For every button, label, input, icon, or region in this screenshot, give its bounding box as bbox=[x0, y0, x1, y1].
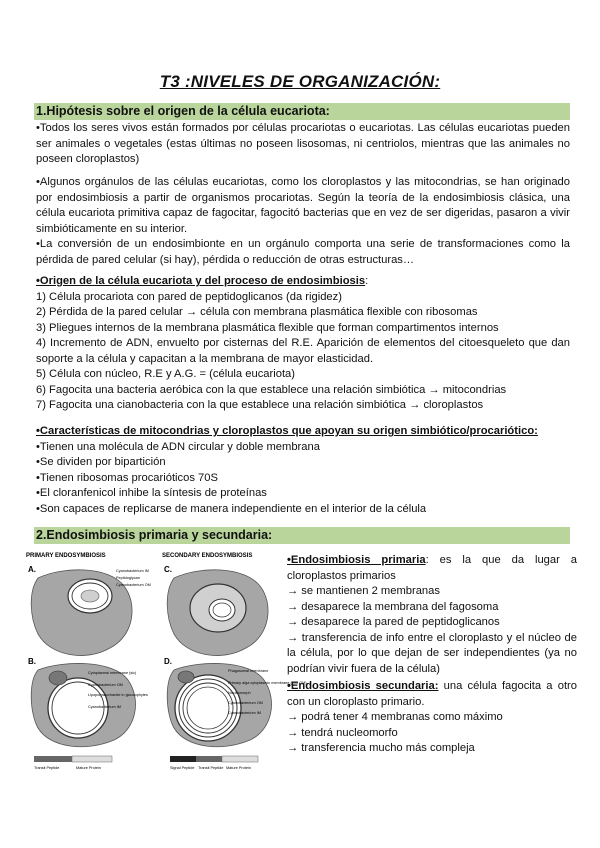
panel-d-label-text: Cyanobacterium IM bbox=[228, 711, 261, 715]
origin-step: 5) Célula con núcleo, R.E y A.G. = (célula eucariota) bbox=[36, 368, 295, 380]
primary-point: → desaparece la pared de peptidoglicanos bbox=[287, 616, 500, 628]
panel-a-label-text: Cyanobacterium IM bbox=[116, 569, 149, 573]
panel-d-label: D. bbox=[164, 657, 172, 666]
origin-step: 3) Pliegues internos de la membrana plasmática flexible que forman compartimentos internos bbox=[36, 321, 499, 334]
panel-d-label-text: Cyanobacterium OM bbox=[228, 701, 263, 705]
endosymbiosis-description bbox=[287, 553, 577, 757]
paragraph-2: •Algunos orgánulos de las células eucariotas, como los cloroplastos y las mitocondrias, se han originado por endosimbiosis a partir de organismos procariotas. Según la teoría de la endosimbiosis clásica, una célula eucariota primitiva capaz de fagocitar, fagocitó bacterias que en vez de ser digeridas, pasaron a vivir simbióticamente en su interior. bbox=[36, 176, 570, 235]
panel-d-mature-protein-bar bbox=[222, 756, 258, 762]
panel-b-label-text: Cytoplasmal membrane (sic) bbox=[88, 671, 137, 675]
panel-a-label: A. bbox=[28, 565, 36, 574]
secondary-point: → transferencia mucho más compleja bbox=[287, 742, 475, 754]
feature-item: •El cloranfenicol inhibe la síntesis de proteínas bbox=[36, 487, 267, 499]
secondary-point: → podrá tener 4 membranas como máximo bbox=[287, 711, 503, 723]
panel-d-label-text: Primary alga cytoplasmic membrane (2nd OM) bbox=[228, 681, 307, 685]
origin-step: 1) Célula procariota con pared de peptidoglicanos (da rigidez) bbox=[36, 290, 342, 303]
panel-b-bottom-label: Transit Peptide bbox=[34, 766, 60, 770]
origin-step: 7) Fagocita una cianobacteria con la que establece una relación simbiótica → cloroplastos bbox=[36, 399, 484, 411]
features-heading: •Características de mitocondrias y cloroplastos que apoyan su origen simbiótico/procariótico: bbox=[36, 425, 538, 437]
primary-term: •Endosimbiosis primaria bbox=[287, 554, 426, 566]
feature-item: •Tienen una molécula de ADN circular y doble membrana bbox=[36, 440, 320, 453]
feature-item: •Se dividen por bipartición bbox=[36, 456, 166, 468]
features-list bbox=[36, 424, 570, 517]
origin-step: 6) Fagocita una bacteria aeróbica con la que establece una relación simbiótica → mitocondrias bbox=[36, 383, 507, 396]
primary-endosymbiosis bbox=[287, 553, 577, 584]
secondary-term: •Endosimbiosis secundaria: bbox=[287, 680, 439, 692]
paragraph-1: •Todos los seres vivos están formados por células procariotas o eucariotas. Las células eucariotas pueden ser animales o vegetales (estas últimas no poseen lisosomas, ni centriolos, mientras que las animales no poseen cloroplastos) bbox=[36, 122, 570, 165]
panel-d-label-text: Phagosomal membrane bbox=[228, 669, 269, 673]
primary-desc: : es la que da lugar a cloroplastos primarios bbox=[287, 554, 577, 582]
panel-b-transit-peptide-bar bbox=[34, 756, 72, 762]
secondary-endosymbiosis bbox=[287, 679, 577, 710]
primary-point: → transferencia de info entre el cloroplasto y el núcleo de la célula, por lo que dejan de ser independientes (ya no podrían vivir fuera de la célula) bbox=[287, 631, 577, 675]
panel-d-nucleomorph bbox=[178, 671, 194, 683]
panel-b-label-text: Lipopolysaccharide in glaucophytes bbox=[88, 693, 148, 697]
secondary-desc: una célula fagocita a otro con un cloroplasto primario. bbox=[287, 680, 577, 708]
panel-b-bottom-label: Mature Protein bbox=[76, 766, 101, 770]
panel-a-thylakoid bbox=[81, 590, 99, 602]
panel-d-bottom-label: Transit Peptide bbox=[198, 766, 224, 770]
panel-c-label: C. bbox=[164, 565, 172, 574]
feature-item: •Tienen ribosomas procarióticos 70S bbox=[36, 471, 218, 484]
section1-heading: 1.Hipótesis sobre el origen de la célula eucariota: bbox=[34, 103, 570, 120]
origin-heading bbox=[36, 274, 570, 290]
panel-d-bottom-label: Mature Protein bbox=[226, 766, 251, 770]
panel-d-signal-peptide-bar bbox=[170, 756, 196, 762]
secondary-point: → tendrá nucleomorfo bbox=[287, 726, 398, 739]
page-title: T3 :NIVELES DE ORGANIZACIÓN: bbox=[159, 72, 441, 91]
panel-b-mature-protein-bar bbox=[72, 756, 112, 762]
feature-item: •Son capaces de replicarse de manera independiente en el interior de la célula bbox=[36, 502, 427, 515]
section2-heading: 2.Endosimbiosis primaria y secundaria: bbox=[34, 527, 570, 544]
panel-a-label-text: Cyanobacterium OM bbox=[116, 583, 151, 587]
origin-heading-colon: : bbox=[365, 275, 369, 287]
primary-figure-title: PRIMARY ENDOSYMBIOSIS bbox=[26, 553, 106, 559]
panel-d-label-text: Nucleomorph bbox=[228, 691, 251, 695]
origin-list bbox=[36, 274, 570, 414]
endosymbiosis-figure bbox=[24, 548, 307, 780]
panel-b-nucleus bbox=[49, 671, 67, 685]
origin-heading-text: •Origen de la célula eucariota y del proceso de endosimbiosis bbox=[36, 275, 366, 287]
panel-b-label: B. bbox=[28, 657, 36, 666]
origin-step: 2) Pérdida de la pared celular → célula con membrana plasmática flexible con ribosomas bbox=[36, 306, 478, 318]
secondary-figure-title: SECONDARY ENDOSYMBIOSIS bbox=[162, 553, 253, 559]
panel-a-label-text: Peptidoglycan bbox=[116, 576, 140, 580]
primary-point: → se mantienen 2 membranas bbox=[287, 585, 440, 597]
panel-d-transit-peptide-bar bbox=[196, 756, 222, 762]
paragraph-3: •La conversión de un endosimbionte en un orgánulo comporta una serie de transformaciones como la pérdida de pared celular (si hay), pérdida o reducción de otras estructuras… bbox=[36, 238, 570, 266]
panel-b-label-text: Cyanobacterium IM bbox=[88, 705, 121, 709]
origin-step: 4) Incremento de ADN, envuelto por cisternas del R.E. Aparición de elementos del citoesqueleto que dan soporte a la célula y capacitan a la membrana de mayor elasticidad. bbox=[36, 337, 570, 365]
primary-point: → desaparece la membrana del fagosoma bbox=[287, 600, 499, 613]
panel-b-label-text: Cyanobacterium OM bbox=[88, 683, 123, 687]
panel-d-bottom-label: Signal Peptide bbox=[170, 766, 195, 770]
